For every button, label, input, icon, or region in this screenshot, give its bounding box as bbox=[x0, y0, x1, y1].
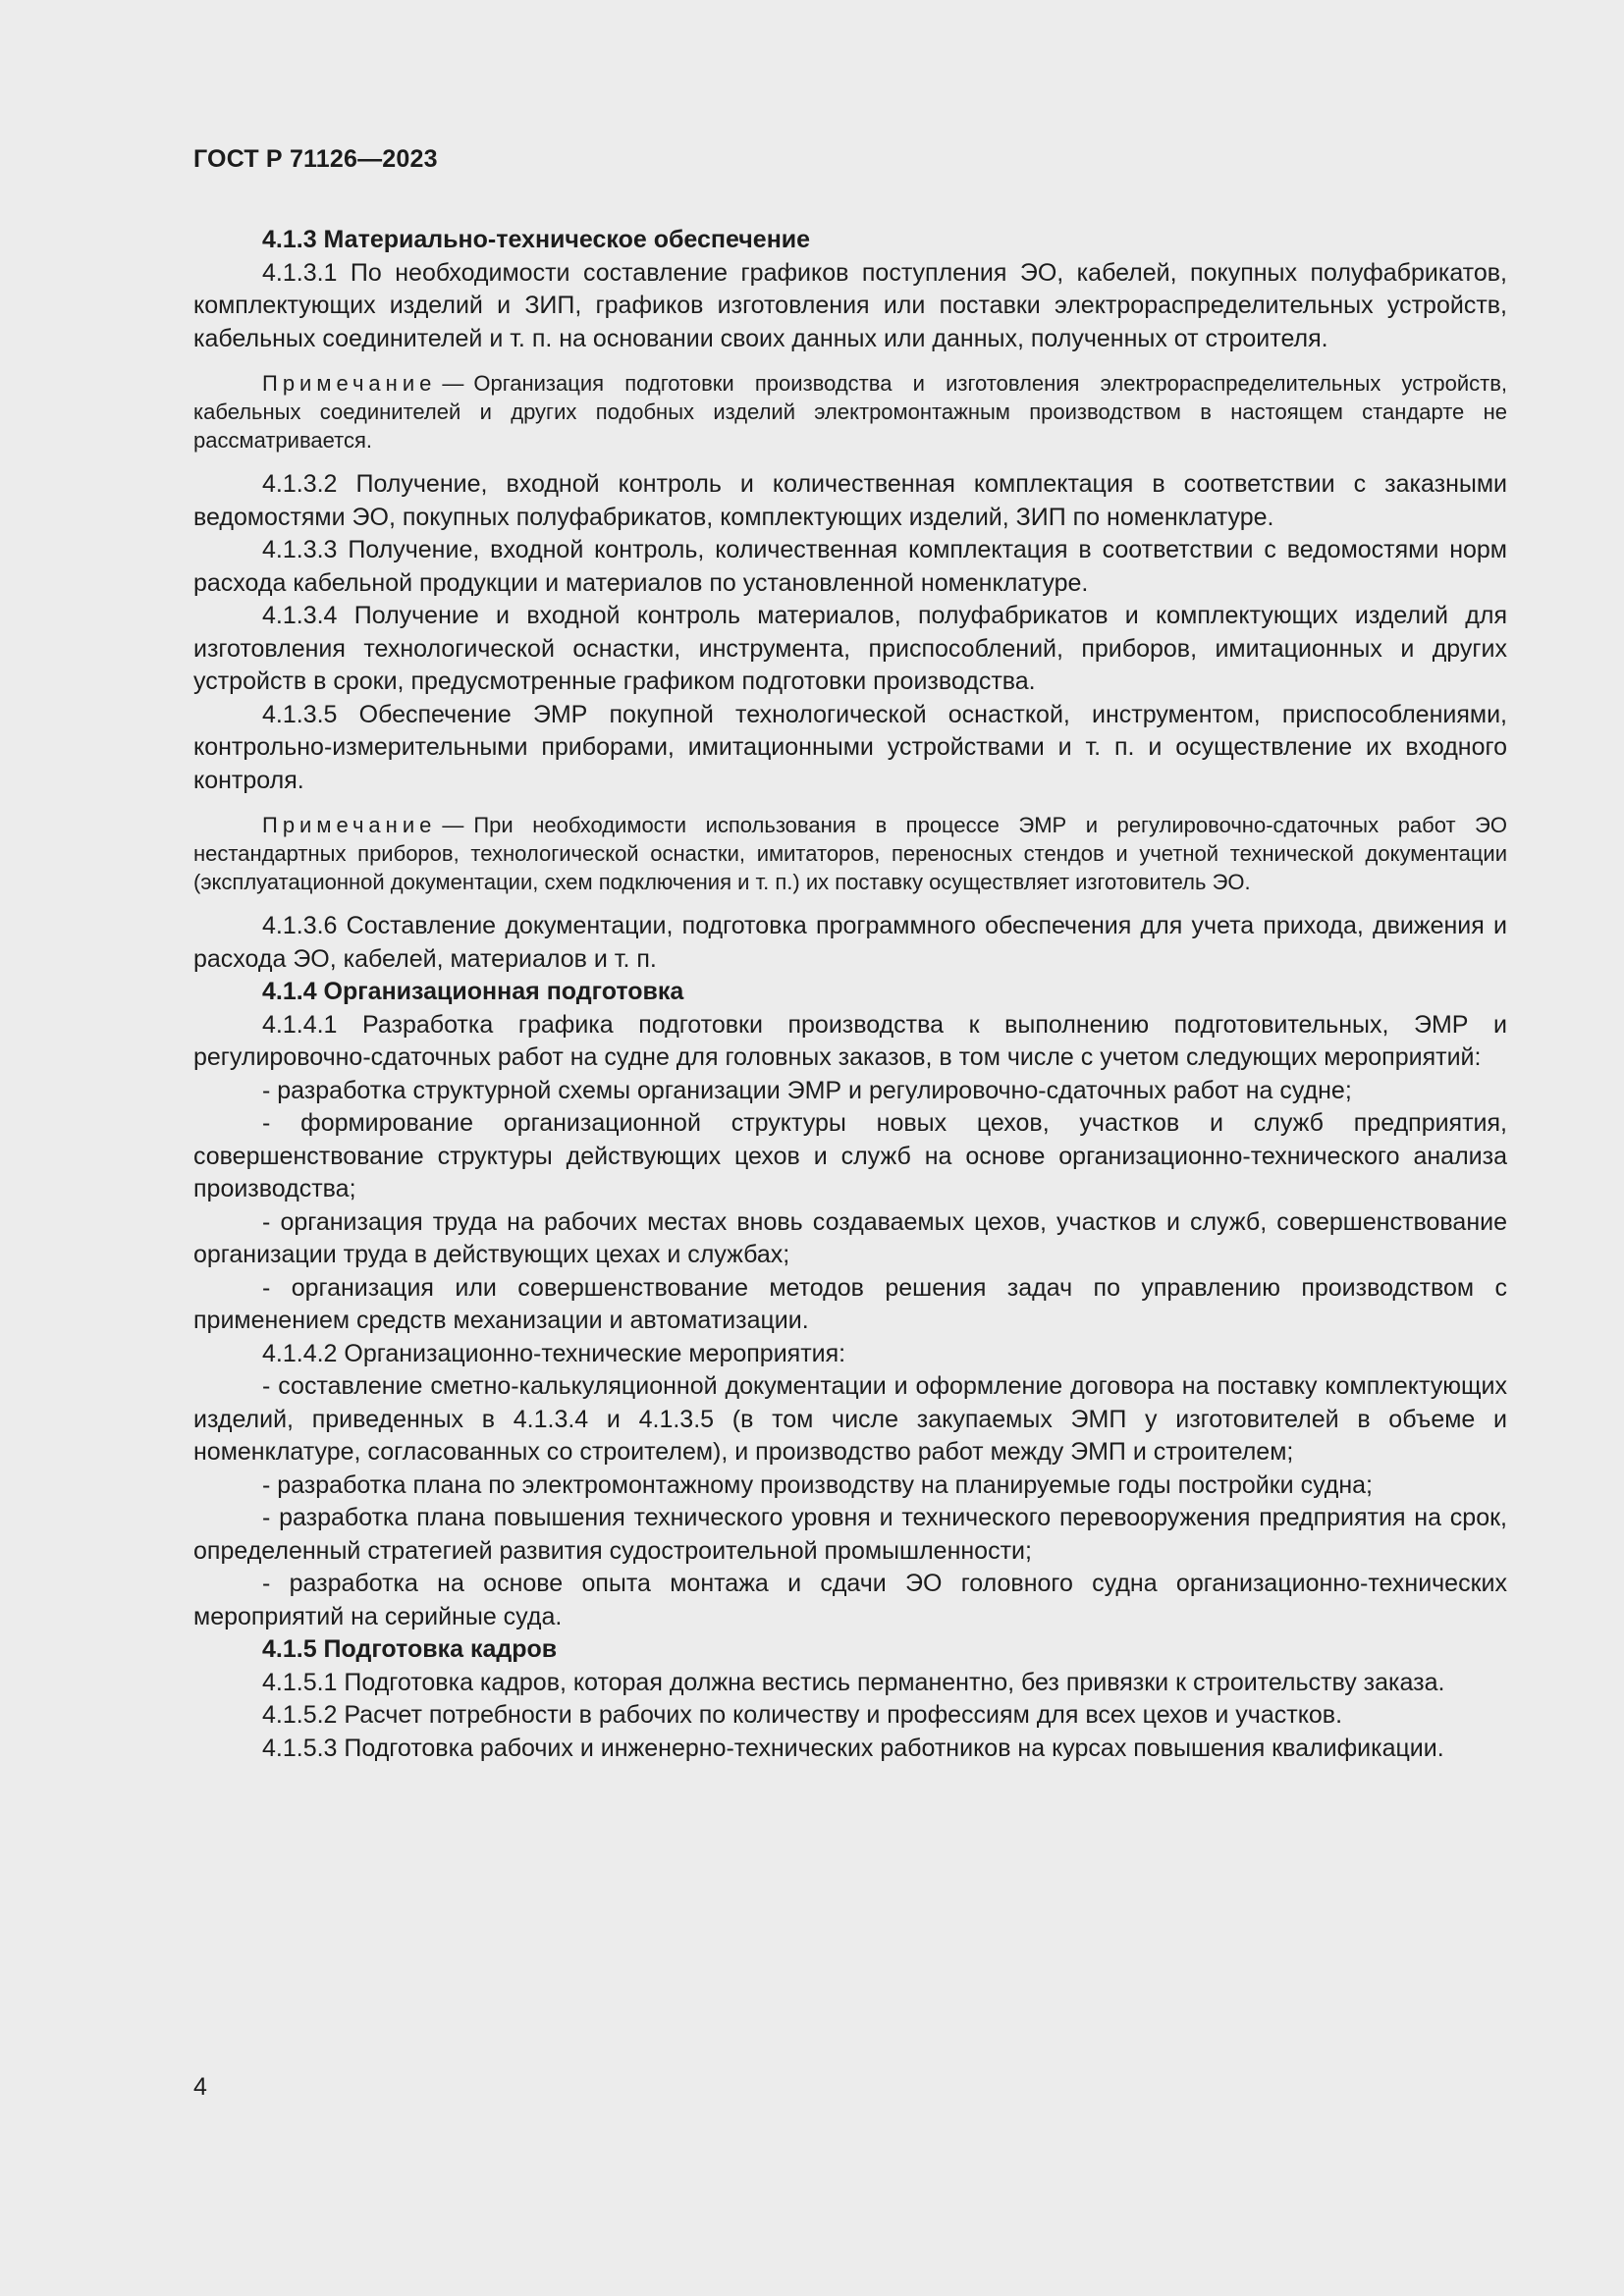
paragraph-4-1-3-6: 4.1.3.6 Составление документации, подготовка программного обеспечения для учета прихода, движения и расхода ЭО, кабелей, материалов и т. п. bbox=[193, 912, 1507, 973]
list-item: - формирование организационной структуры новых цехов, участков и служб предприятия, совершенствование структуры действующих цехов и служб на основе организационно-технического анализа производства; bbox=[193, 1109, 1507, 1202]
section-heading-4-1-5: 4.1.5 Подготовка кадров bbox=[262, 1635, 558, 1663]
paragraph-4-1-4-1: 4.1.4.1 Разработка графика подготовки производства к выполнению подготовительных, ЭМР и регулировочно-сдаточных работ на судне для головных заказов, в том числе с учетом следующих мероприятий: bbox=[193, 1010, 1507, 1071]
list-item: - разработка структурной схемы организации ЭМР и регулировочно-сдаточных работ на судне; bbox=[262, 1076, 1352, 1104]
list-item: - разработка плана повышения технического уровня и технического перевооружения предприятия на срок, определенный стратегией развития судостроительной промышленности; bbox=[193, 1504, 1507, 1565]
paragraph-4-1-5-2: 4.1.5.2 Расчет потребности в рабочих по количеству и профессиям для всех цехов и участков. bbox=[262, 1701, 1343, 1729]
paragraph-4-1-3-3: 4.1.3.3 Получение, входной контроль, количественная комплектация в соответствии с ведомостями норм расхода кабельной продукции и материалов по установленной номенклатуре. bbox=[193, 536, 1507, 597]
list-item: - разработка на основе опыта монтажа и сдачи ЭО головного судна организационно-технических мероприятий на серийные суда. bbox=[193, 1570, 1507, 1630]
note-2 bbox=[193, 811, 1507, 896]
paragraph-4-1-5-1: 4.1.5.1 Подготовка кадров, которая должна вестись перманентно, без привязки к строительству заказа. bbox=[262, 1668, 1445, 1696]
note-dash: — bbox=[442, 813, 464, 837]
document-body bbox=[193, 224, 1507, 1765]
paragraph-4-1-3-2: 4.1.3.2 Получение, входной контроль и количественная комплектация в соответствии с заказными ведомостями ЭО, покупных полуфабрикатов, комплектующих изделий, ЗИП по номенклатуре. bbox=[193, 470, 1507, 531]
paragraph-4-1-3-1: 4.1.3.1 По необходимости составление графиков поступления ЭО, кабелей, покупных полуфабрикатов, комплектующих изделий и ЗИП, графиков изготовления или поставки электрораспределительных устройств, кабельных соединителей и т. п. на основании своих данных или данных, полученных от строителя. bbox=[193, 258, 1507, 352]
list-item: - разработка плана по электромонтажному производству на планируемые годы постройки судна; bbox=[262, 1470, 1373, 1499]
list-item: - организация или совершенствование методов решения задач по управлению производством с применением средств механизации и автоматизации. bbox=[193, 1273, 1507, 1334]
paragraph-4-1-5-3: 4.1.5.3 Подготовка рабочих и инженерно-технических работников на курсах повышения квалификации. bbox=[262, 1734, 1444, 1762]
note-label: Примечание bbox=[262, 371, 437, 396]
note-label: Примечание bbox=[262, 813, 437, 837]
paragraph-4-1-4-2: 4.1.4.2 Организационно-технические мероприятия: bbox=[262, 1339, 846, 1367]
note-dash: — bbox=[442, 371, 464, 396]
note-1 bbox=[193, 369, 1507, 454]
note-text: При необходимости использования в процессе ЭМР и регулировочно-сдаточных работ ЭО нестандартных приборов, технологической оснастки, имитаторов, переносных стендов и учетной технической документации (эксплуатационной документации, схем подключения и т. п.) их поставку осуществляет изготовитель ЭО. bbox=[193, 813, 1507, 894]
page-number: 4 bbox=[193, 2073, 207, 2101]
paragraph-4-1-3-4: 4.1.3.4 Получение и входной контроль материалов, полуфабрикатов и комплектующих изделий для изготовления технологической оснастки, инструмента, приспособлений, приборов, имитационных и других устройств в сроки, предусмотренные графиком подготовки производства. bbox=[193, 602, 1507, 695]
note-text: Организация подготовки производства и изготовления электрораспределительных устройств, кабельных соединителей и других подобных изделий электромонтажным производством в настоящем стандарте не рассматривается. bbox=[193, 371, 1507, 453]
section-heading-4-1-4: 4.1.4 Организационная подготовка bbox=[262, 978, 684, 1005]
section-heading-4-1-3: 4.1.3 Материально-техническое обеспечение bbox=[262, 226, 811, 253]
list-item: - составление сметно-калькуляционной документации и оформление договора на поставку комплектующих изделий, приведенных в 4.1.3.4 и 4.1.3.5 (в том числе закупаемых ЭМП у изготовителей в объеме и номенклатуре, согласованных со строителем), и производство работ между ЭМП и строителем; bbox=[193, 1372, 1507, 1466]
list-item: - организация труда на рабочих местах вновь создаваемых цехов, участков и служб, совершенствование организации труда в действующих цехах и службах; bbox=[193, 1207, 1507, 1268]
paragraph-4-1-3-5: 4.1.3.5 Обеспечение ЭМР покупной технологической оснасткой, инструментом, приспособлениями, контрольно-измерительными приборами, имитационными устройствами и т. п. и осуществление их входного контроля. bbox=[193, 700, 1507, 794]
document-header: ГОСТ Р 71126—2023 bbox=[193, 145, 438, 173]
